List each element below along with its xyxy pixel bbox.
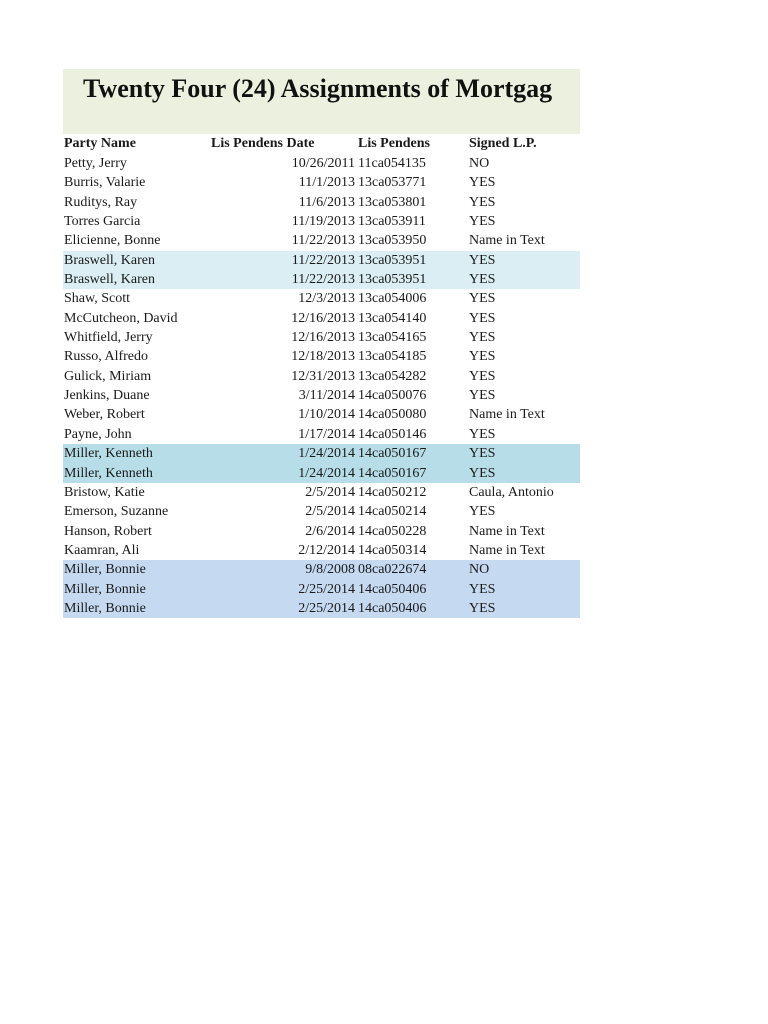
cell-signed-lp: Name in Text: [469, 542, 545, 558]
cell-lis-pendens-date: 2/25/2014: [298, 581, 355, 597]
cell-signed-lp: YES: [469, 291, 496, 307]
cell-signed-lp: YES: [469, 504, 496, 520]
cell-signed-lp: YES: [469, 310, 496, 326]
cell-lis-pendens: 13ca053771: [358, 175, 427, 191]
cell-party-name: Braswell, Karen: [64, 252, 155, 268]
cell-lis-pendens: 13ca054140: [358, 310, 427, 326]
cell-lis-pendens: 13ca053801: [358, 194, 427, 210]
cell-party-name: Ruditys, Ray: [64, 194, 138, 210]
table-row: [63, 193, 580, 212]
cell-signed-lp: Name in Text: [469, 523, 545, 539]
cell-lis-pendens-date: 2/6/2014: [305, 523, 355, 539]
table-row: [63, 154, 580, 173]
document-title: Twenty Four (24) Assignments of Mortgag: [83, 74, 553, 103]
cell-party-name: Weber, Robert: [64, 407, 145, 423]
cell-lis-pendens: 14ca050212: [358, 484, 427, 500]
table-row: [63, 483, 580, 502]
cell-party-name: McCutcheon, David: [64, 310, 178, 326]
table-row: [63, 289, 580, 308]
table-row: [63, 367, 580, 386]
cell-lis-pendens-date: 1/24/2014: [298, 465, 355, 481]
table-row: [63, 444, 580, 463]
cell-lis-pendens-date: 11/1/2013: [298, 175, 355, 191]
cell-lis-pendens-date: 12/31/2013: [291, 368, 355, 384]
cell-lis-pendens: 14ca050167: [358, 465, 427, 481]
cell-lis-pendens: 08ca022674: [358, 562, 427, 578]
cell-lis-pendens: 14ca050228: [358, 523, 427, 539]
cell-lis-pendens-date: 10/26/2011: [291, 156, 355, 171]
cell-lis-pendens-date: 1/10/2014: [298, 407, 355, 423]
cell-signed-lp: YES: [469, 252, 496, 268]
title-band: [63, 69, 580, 134]
cell-party-name: Bristow, Katie: [64, 484, 145, 500]
cell-lis-pendens-date: 9/8/2008: [305, 562, 355, 578]
cell-lis-pendens-date: 11/6/2013: [298, 194, 355, 210]
cell-lis-pendens: 14ca050314: [358, 542, 427, 558]
cell-lis-pendens-date: 12/16/2013: [291, 310, 355, 326]
table-row: [63, 502, 580, 521]
table-row: [63, 231, 580, 250]
table-row: [63, 599, 580, 618]
cell-party-name: Elicienne, Bonne: [64, 233, 161, 249]
cell-party-name: Torres Garcia: [64, 214, 141, 230]
table-row: [63, 212, 580, 231]
cell-party-name: Payne, John: [64, 426, 132, 442]
cell-lis-pendens: 14ca050406: [358, 600, 427, 616]
cell-signed-lp: YES: [469, 446, 496, 462]
table-body: [63, 154, 580, 618]
cell-party-name: Gulick, Miriam: [64, 368, 152, 384]
cell-lis-pendens: 14ca050080: [358, 407, 427, 423]
cell-signed-lp: YES: [469, 175, 496, 191]
cell-lis-pendens: 13ca053950: [358, 233, 427, 249]
cell-lis-pendens-date: 2/12/2014: [298, 542, 355, 558]
cell-party-name: Burris, Valarie: [64, 175, 146, 191]
cell-party-name: Shaw, Scott: [64, 291, 130, 307]
cell-lis-pendens: 14ca050406: [358, 581, 427, 597]
cell-lis-pendens-date: 11/19/2013: [291, 214, 355, 230]
cell-signed-lp: NO: [469, 156, 490, 171]
cell-lis-pendens-date: 1/17/2014: [298, 426, 355, 442]
cell-lis-pendens-date: 11/22/2013: [291, 272, 355, 288]
cell-party-name: Miller, Bonnie: [64, 600, 146, 616]
table-row: [63, 541, 580, 560]
cell-lis-pendens: 13ca054282: [358, 368, 427, 384]
table-row: [63, 309, 580, 328]
table-row: [63, 464, 580, 483]
table-row: [63, 173, 580, 192]
header-lis-pendens: Lis Pendens: [358, 136, 430, 151]
table-row: [63, 251, 580, 270]
cell-signed-lp: YES: [469, 214, 496, 230]
header-party-name: Party Name: [64, 136, 136, 151]
cell-signed-lp: Caula, Antonio: [469, 484, 554, 500]
cell-lis-pendens-date: 12/18/2013: [291, 349, 355, 365]
cell-party-name: Whitfield, Jerry: [64, 330, 153, 346]
table-row: [63, 270, 580, 289]
cell-lis-pendens: 13ca054006: [358, 291, 427, 307]
table-row: [63, 580, 580, 599]
cell-lis-pendens: 14ca050214: [358, 504, 427, 520]
cell-lis-pendens: 13ca054185: [358, 349, 427, 365]
cell-lis-pendens-date: 2/5/2014: [305, 504, 355, 520]
cell-lis-pendens-date: 12/3/2013: [298, 291, 355, 307]
cell-signed-lp: NO: [469, 562, 490, 578]
cell-party-name: Miller, Kenneth: [64, 465, 153, 481]
cell-lis-pendens-date: 11/22/2013: [291, 252, 355, 268]
cell-signed-lp: YES: [469, 388, 496, 404]
cell-lis-pendens-date: 1/24/2014: [298, 446, 355, 462]
cell-party-name: Jenkins, Duane: [64, 388, 150, 404]
cell-party-name: Braswell, Karen: [64, 272, 155, 288]
cell-lis-pendens: 13ca053951: [358, 252, 427, 268]
table-row: [63, 386, 580, 405]
cell-party-name: Kaamran, Ali: [64, 542, 140, 558]
table-row: [63, 347, 580, 366]
cell-lis-pendens-date: 12/16/2013: [291, 330, 355, 346]
cell-signed-lp: YES: [469, 600, 496, 616]
cell-signed-lp: YES: [469, 272, 496, 288]
cell-party-name: Miller, Bonnie: [64, 562, 146, 578]
cell-party-name: Russo, Alfredo: [64, 349, 148, 365]
cell-party-name: Emerson, Suzanne: [64, 504, 169, 520]
table-row: [63, 328, 580, 347]
cell-lis-pendens-date: 2/25/2014: [298, 600, 355, 616]
cell-lis-pendens-date: 11/22/2013: [291, 233, 355, 249]
cell-lis-pendens: 13ca054165: [358, 330, 427, 346]
cell-party-name: Petty, Jerry: [64, 156, 127, 171]
cell-lis-pendens-date: 2/5/2014: [305, 484, 355, 500]
header-lis-pendens-date: Lis Pendens Date: [211, 136, 315, 151]
cell-lis-pendens-date: 3/11/2014: [298, 388, 355, 404]
cell-signed-lp: YES: [469, 330, 496, 346]
cell-signed-lp: YES: [469, 194, 496, 210]
cell-lis-pendens: 14ca050146: [358, 426, 427, 442]
cell-party-name: Miller, Kenneth: [64, 446, 153, 462]
cell-lis-pendens: 14ca050076: [358, 388, 427, 404]
cell-lis-pendens: 13ca053951: [358, 272, 427, 288]
cell-party-name: Hanson, Robert: [64, 523, 152, 539]
cell-signed-lp: YES: [469, 368, 496, 384]
cell-lis-pendens: 14ca050167: [358, 446, 427, 462]
cell-signed-lp: YES: [469, 426, 496, 442]
cell-signed-lp: YES: [469, 349, 496, 365]
cell-lis-pendens: 13ca053911: [358, 214, 426, 230]
cell-signed-lp: YES: [469, 581, 496, 597]
cell-signed-lp: YES: [469, 465, 496, 481]
cell-signed-lp: Name in Text: [469, 233, 545, 249]
cell-signed-lp: Name in Text: [469, 407, 545, 423]
table-row: [63, 425, 580, 444]
header-signed-lp: Signed L.P.: [469, 136, 537, 151]
spreadsheet: [63, 69, 580, 618]
table-header: [63, 134, 580, 154]
cell-party-name: Miller, Bonnie: [64, 581, 146, 597]
table-row: [63, 405, 580, 424]
cell-lis-pendens: 11ca054135: [358, 156, 426, 171]
table-row: [63, 522, 580, 541]
table-row: [63, 560, 580, 579]
